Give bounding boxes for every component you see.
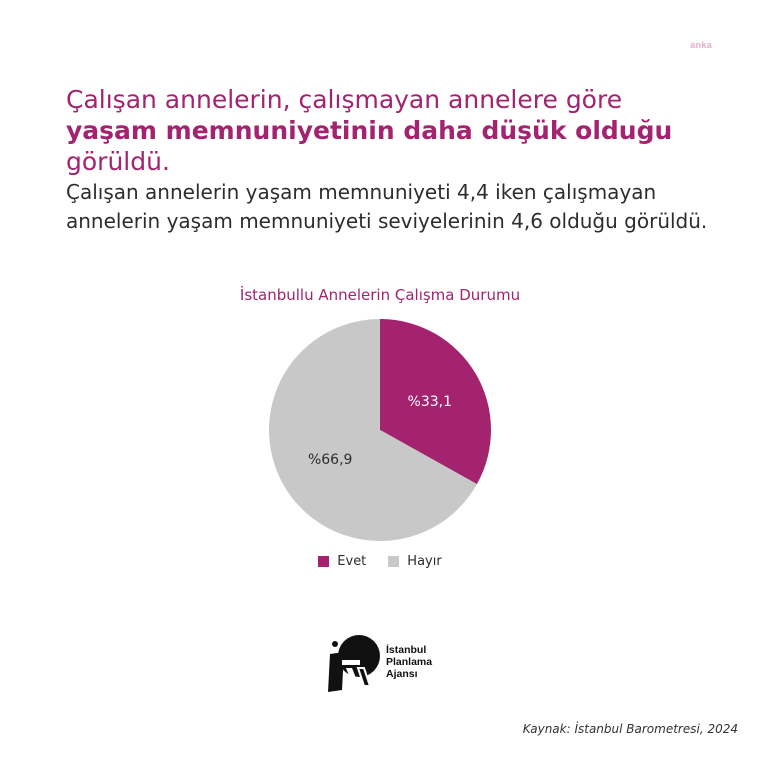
logo-text xyxy=(386,644,432,680)
subtext: Çalışan annelerin yaşam memnuniyeti 4,4 iken çalışmayan annelerin yaşam memnuniyeti seviyelerinin 4,6 olduğu görüldü. xyxy=(66,180,708,233)
pie-chart xyxy=(268,318,492,542)
legend xyxy=(0,554,760,569)
source-note: Kaynak: İstanbul Barometresi, 2024 xyxy=(522,722,738,736)
ipa-logo-mark xyxy=(326,632,382,692)
logo-line-2: Planlama xyxy=(386,656,433,668)
logo-line-3: Ajansı xyxy=(386,668,418,680)
headline-part1: Çalışan annelerin, çalışmayan annelere göre xyxy=(66,85,623,114)
pie-label-evet: %33,1 xyxy=(407,393,453,410)
corner-watermark: anka xyxy=(690,40,712,50)
headline-part2: görüldü. xyxy=(66,147,170,176)
logo-line-1: İstanbul xyxy=(386,644,427,656)
pie-label-hayir: %66,9 xyxy=(307,452,353,469)
legend-label-evet: Evet xyxy=(337,554,367,569)
legend-label-hayir: Hayır xyxy=(407,554,442,569)
chart-title: İstanbullu Annelerin Çalışma Durumu xyxy=(239,286,521,304)
legend-swatch-hayir xyxy=(388,556,399,567)
legend-item-evet xyxy=(318,554,366,569)
legend-item-hayir xyxy=(388,554,441,569)
headline xyxy=(66,84,706,177)
headline-emphasis: yaşam memnuniyetinin daha düşük olduğu xyxy=(66,116,673,145)
ipa-logo xyxy=(326,632,432,692)
legend-swatch-evet xyxy=(318,556,329,567)
